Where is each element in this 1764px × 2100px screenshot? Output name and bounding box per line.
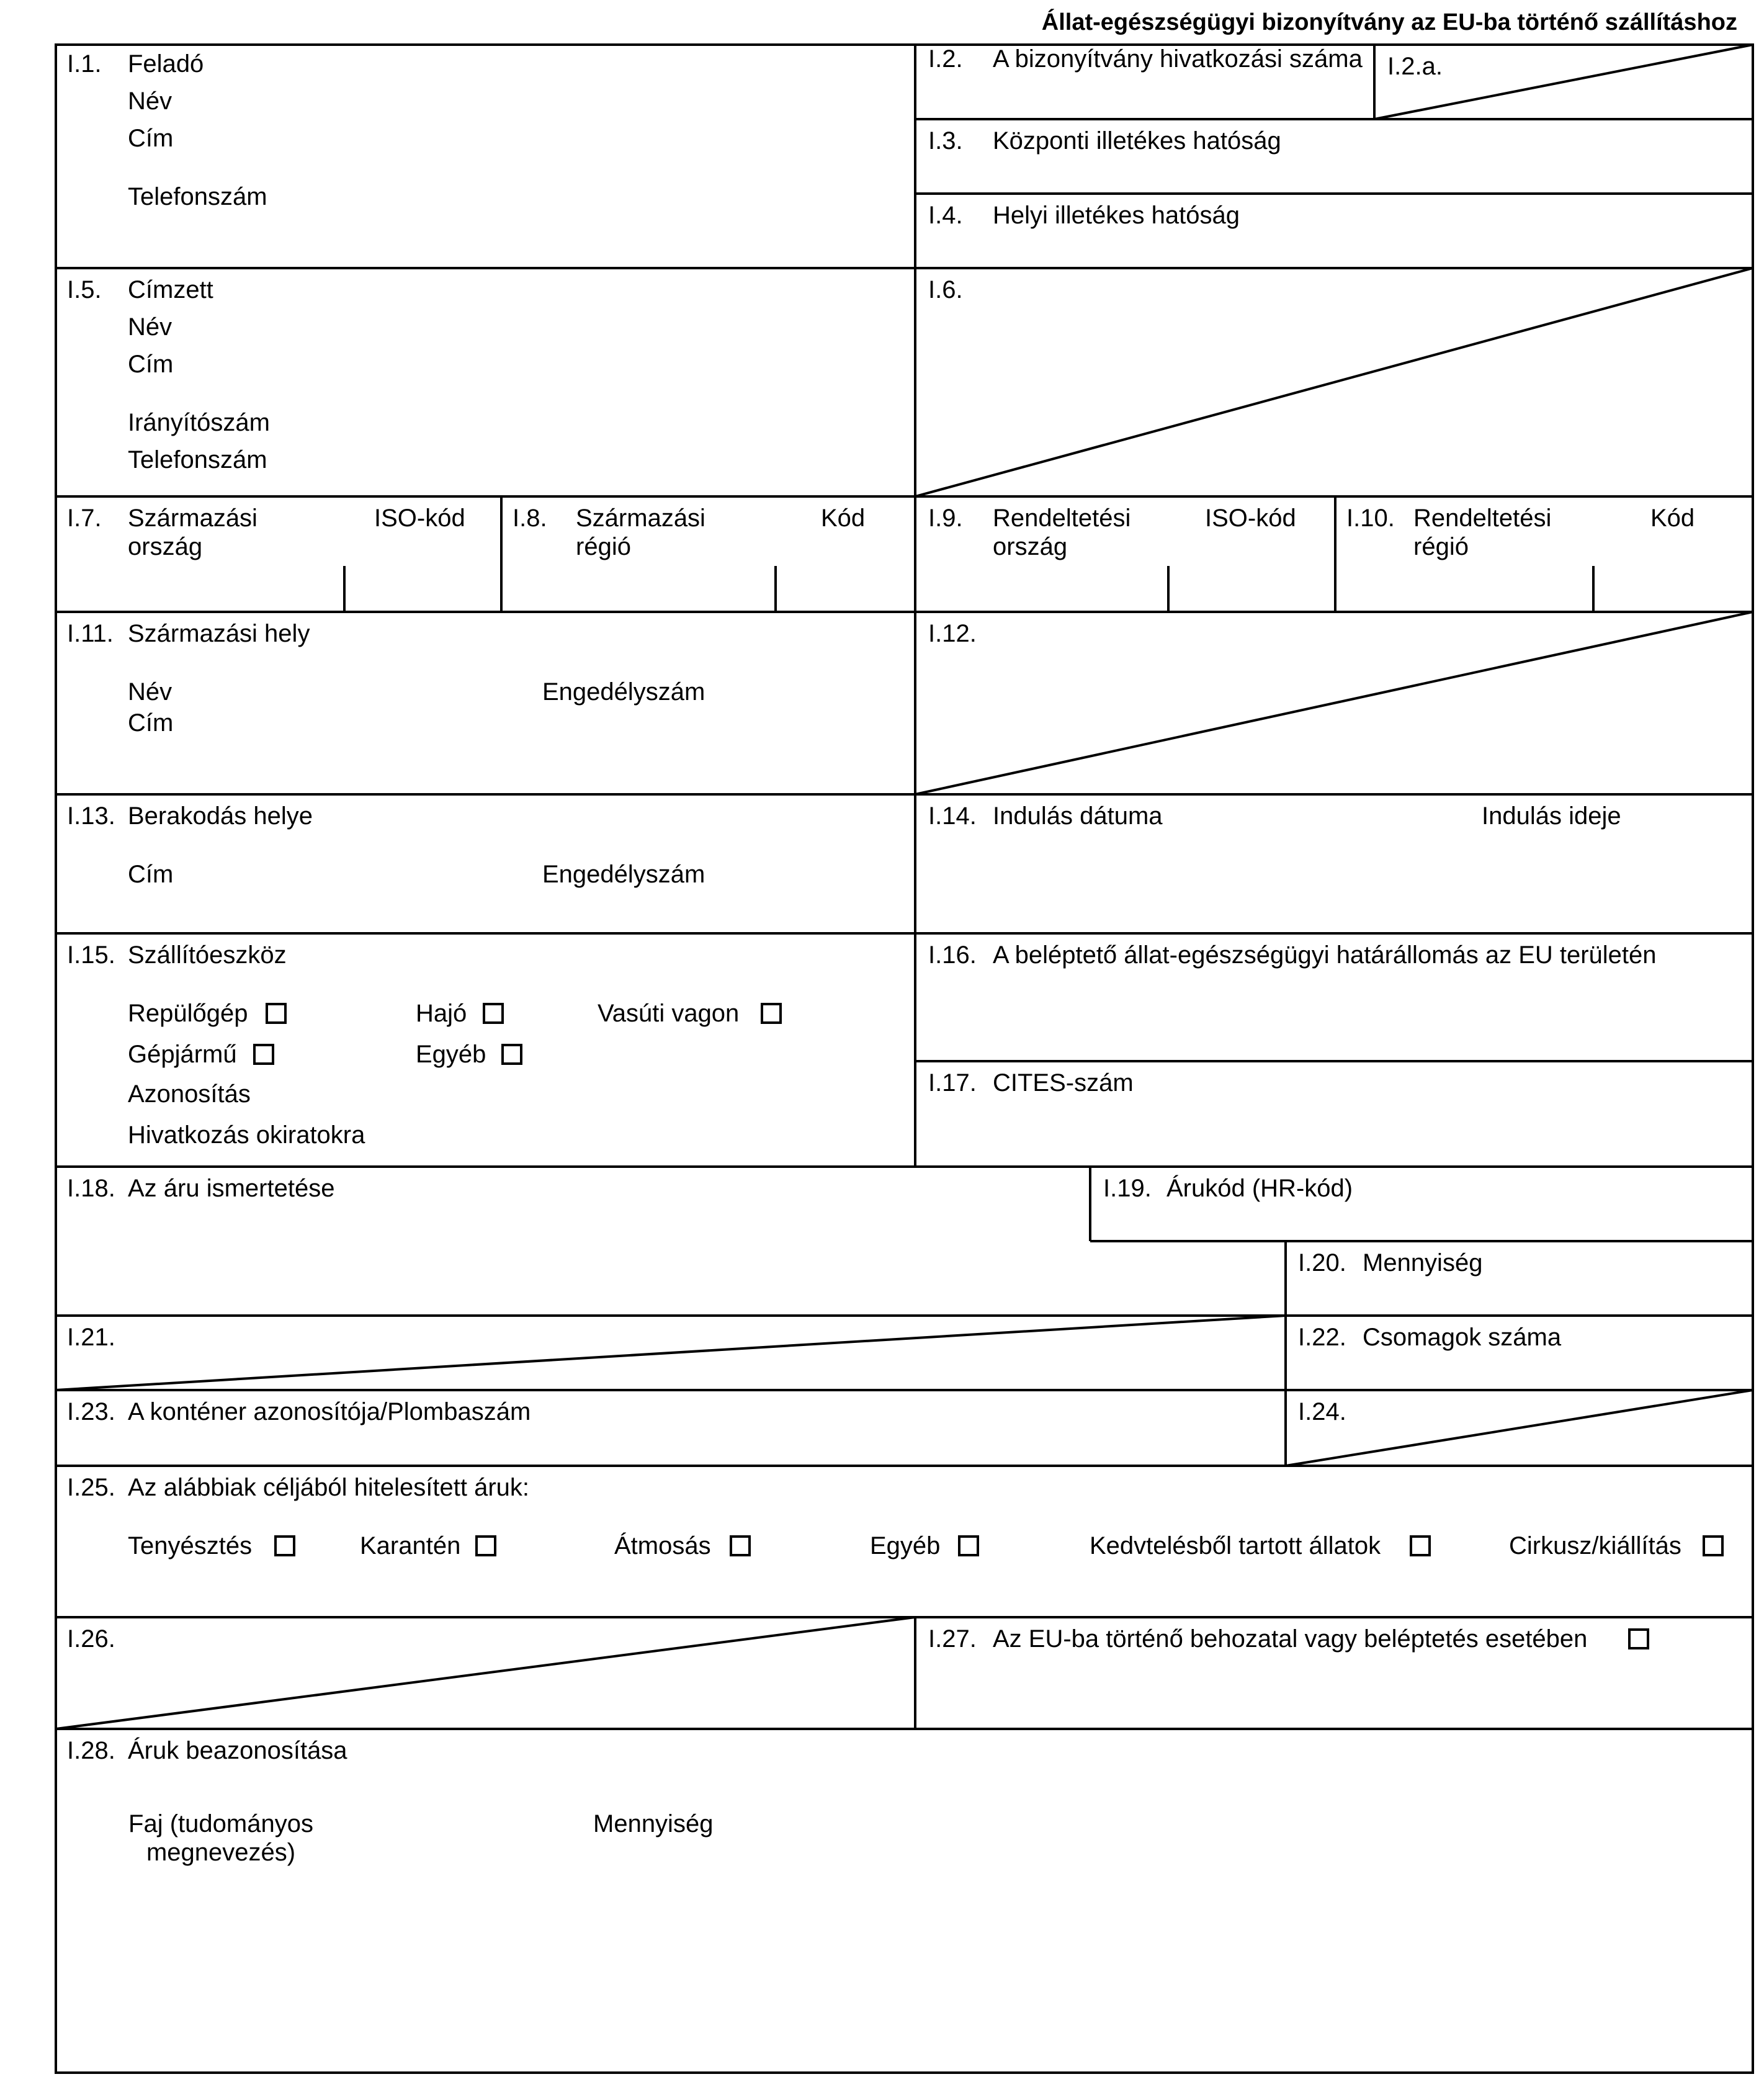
field-i5-postcode: Irányítószám [128,409,270,436]
transport-option-label: Repülőgép [128,1000,248,1027]
field-i2-label: A bizonyítvány hivatkozási száma [993,45,1363,73]
field-i28-label: Áruk beazonosítása [128,1737,347,1764]
field-i9-code: ISO-kód [1205,505,1296,532]
field-i6-number: I.6. [928,276,963,303]
field-i2-number: I.2. [928,45,963,73]
field-i11-address: Cím [128,709,174,737]
purpose-quarantine-checkbox[interactable] [475,1535,496,1556]
field-i16-label: A beléptető állat-egészségügyi határállomás az EU területén [993,941,1657,969]
field-i9-number: I.9. [928,505,963,532]
field-i4-label: Helyi illetékes hatóság [993,202,1240,229]
field-i11-number: I.11. [67,620,114,647]
field-i25-number: I.25. [67,1474,115,1501]
field-i15-label: Szállítóeszköz [128,941,287,969]
field-i3-label: Központi illetékes hatóság [993,127,1281,155]
field-i10-label: Rendeltetési régió [1413,505,1552,560]
field-i3-number: I.3. [928,127,963,155]
field-i20-label: Mennyiség [1363,1249,1483,1277]
field-i11-name: Név [128,678,172,706]
transport-option-label: Gépjármű [128,1041,237,1068]
field-i11-approval: Engedélyszám [542,678,705,706]
field-i8-code: Kód [821,505,866,532]
field-i23-label: A konténer azonosítója/Plombaszám [128,1398,531,1425]
field-i18-number: I.18. [67,1175,115,1202]
field-i16-number: I.16. [928,941,977,969]
field-i8-number: I.8. [513,505,547,532]
purpose-circus-checkbox[interactable] [1703,1535,1724,1556]
field-i1-number: I.1. [67,50,102,78]
document-title: Állat-egészségügyi bizonyítvány az EU-ba történő szállításhoz [1041,9,1737,35]
field-i27-number: I.27. [928,1625,977,1653]
field-i22-number: I.22. [1298,1324,1346,1351]
transport-road-vehicle-checkbox[interactable] [253,1044,274,1065]
field-i14-time: Indulás ideje [1482,802,1621,830]
purpose-option-label: Tenyésztés [128,1532,253,1559]
field-i15-documents: Hivatkozás okiratokra [128,1121,365,1149]
field-i19-label: Árukód (HR-kód) [1166,1175,1353,1202]
field-i28-number: I.28. [67,1737,115,1764]
field-i1-address: Cím [128,125,174,152]
field-i17-label: CITES-szám [993,1069,1134,1097]
purpose-other-checkbox[interactable] [958,1535,979,1556]
field-i10-number: I.10. [1346,505,1395,532]
field-i10-code: Kód [1650,505,1695,532]
field-i25-label: Az alábbiak céljából hitelesített áruk: [128,1474,530,1501]
field-i1-phone: Telefonszám [128,183,267,210]
purpose-breeding-checkbox[interactable] [274,1535,295,1556]
field-i7-number: I.7. [67,505,102,532]
transport-option-label: Vasúti vagon [598,1000,740,1027]
field-i17-number: I.17. [928,1069,977,1097]
field-i5-number: I.5. [67,276,102,303]
transport-aircraft-checkbox[interactable] [266,1003,287,1024]
transport-other-checkbox[interactable] [501,1044,522,1065]
field-i5-label: Címzett [128,276,213,303]
field-i1-label: Feladó [128,50,204,78]
field-i21-number: I.21. [67,1324,115,1351]
field-i15-identification: Azonosítás [128,1080,251,1108]
import-entry-checkbox[interactable] [1628,1628,1649,1649]
field-i5-address: Cím [128,351,174,378]
purpose-pets-checkbox[interactable] [1410,1535,1431,1556]
purpose-option-label: Karantén [360,1532,461,1559]
field-i28-species: Faj (tudományos megnevezés) [128,1810,313,1866]
field-i9-label: Rendeltetési ország [993,505,1131,560]
field-i7-label: Származási ország [128,505,257,560]
field-i8-label: Származási régió [576,505,705,560]
field-i18-label: Az áru ismertetése [128,1175,335,1202]
field-i19-number: I.19. [1103,1175,1152,1202]
field-i22-label: Csomagok száma [1363,1324,1562,1351]
field-i26-number: I.26. [67,1625,115,1653]
transport-ship-checkbox[interactable] [483,1003,504,1024]
transport-option-label: Egyéb [416,1041,486,1068]
field-i14-number: I.14. [928,802,977,830]
field-i11-label: Származási hely [128,620,310,647]
field-i13-number: I.13. [67,802,115,830]
field-i13-label: Berakodás helye [128,802,313,830]
field-i1-name: Név [128,88,172,115]
purpose-option-label: Átmosás [614,1532,711,1559]
field-i7-code: ISO-kód [374,505,465,532]
transport-railway-checkbox[interactable] [761,1003,782,1024]
purpose-option-label: Cirkusz/kiállítás [1509,1532,1681,1559]
field-i20-number: I.20. [1298,1249,1346,1277]
field-i2a-number: I.2.a. [1387,53,1443,80]
field-i12-number: I.12. [928,620,977,647]
field-i28-quantity: Mennyiség [593,1810,714,1837]
transport-option-label: Hajó [416,1000,467,1027]
field-i5-name: Név [128,313,172,341]
field-i4-number: I.4. [928,202,963,229]
field-i24-number: I.24. [1298,1398,1346,1425]
field-i15-number: I.15. [67,941,115,969]
field-i27-label: Az EU-ba történő behozatal vagy beléptetés esetében [993,1625,1588,1653]
field-i13-address: Cím [128,861,174,888]
field-i13-approval: Engedélyszám [542,861,705,888]
field-i23-number: I.23. [67,1398,115,1425]
purpose-transit-checkbox[interactable] [730,1535,751,1556]
field-i5-phone: Telefonszám [128,446,267,473]
purpose-option-label: Egyéb [870,1532,941,1559]
field-i14-label: Indulás dátuma [993,802,1163,830]
purpose-option-label: Kedvtelésből tartott állatok [1090,1532,1381,1559]
